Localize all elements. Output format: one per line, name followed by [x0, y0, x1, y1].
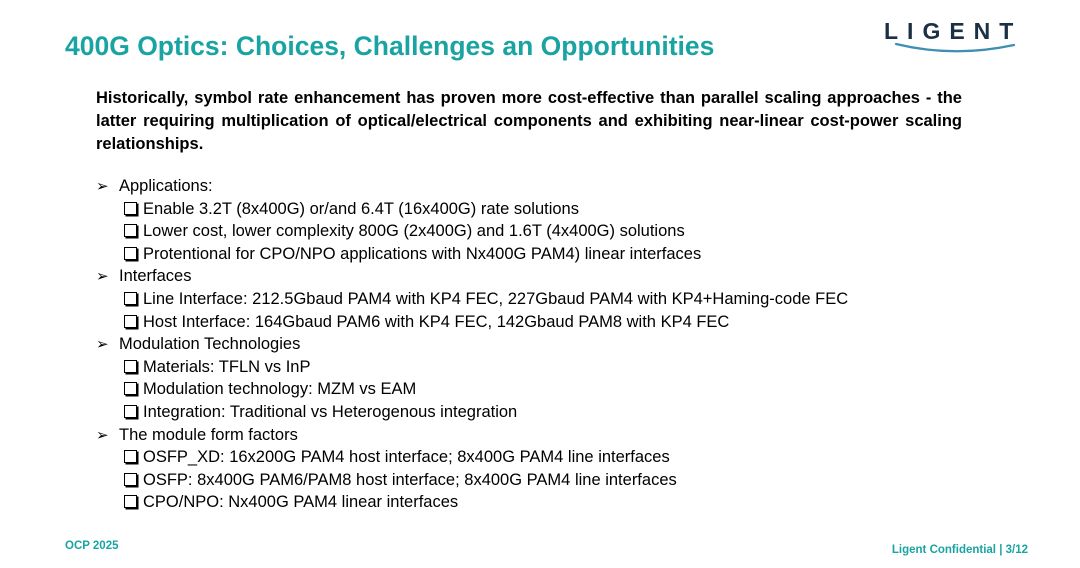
section-modulation-technologies [96, 333, 1036, 423]
arrowhead-bullet-icon: ➢ [96, 268, 109, 286]
section-module-form-factors [96, 424, 1036, 514]
checkbox-bullet-icon [124, 360, 137, 373]
checkbox-bullet-icon [124, 247, 137, 260]
section-applications [96, 175, 1036, 265]
list-item-text: Lower cost, lower complexity 800G (2x400G) and 1.6T (4x400G) solutions [143, 222, 685, 241]
arrowhead-bullet-icon: ➢ [96, 178, 109, 195]
confidential-page-number: Ligent Confidential | 3/12 [891, 544, 1028, 556]
checkbox-bullet-icon [124, 450, 137, 463]
section-heading-text: Interfaces [119, 267, 192, 286]
list-item [96, 491, 1036, 514]
list-item [96, 378, 1036, 401]
list-item-text: OSFP: 8x400G PAM6/PAM8 host interface; 8x400G PAM4 line interfaces [143, 470, 677, 489]
arrowhead-bullet-icon: ➢ [96, 426, 109, 444]
list-item-text: CPO/NPO: Nx400G PAM4 linear interfaces [143, 493, 459, 512]
checkbox-bullet-icon [124, 495, 137, 508]
ligent-logo [884, 18, 1024, 58]
section-heading [96, 333, 1036, 356]
list-item [96, 469, 1036, 492]
checkbox-bullet-icon [124, 292, 137, 305]
list-item-text: Enable 3.2T (8x400G) or/and 6.4T (16x400G) rate solutions [143, 199, 579, 218]
list-item-text: Integration: Traditional vs Heterogenous integration [143, 402, 518, 421]
arrowhead-bullet-icon: ➢ [96, 336, 109, 354]
checkbox-bullet-icon [124, 473, 137, 486]
section-heading [96, 424, 1036, 447]
checkbox-bullet-icon [124, 224, 137, 237]
list-item [96, 446, 1036, 469]
list-item [96, 356, 1036, 379]
checkbox-bullet-icon [124, 382, 137, 395]
section-heading-text: Applications: [119, 177, 213, 195]
checkbox-bullet-icon [124, 315, 137, 328]
bullet-list [96, 175, 1036, 514]
list-item [96, 220, 1036, 243]
section-heading [96, 175, 1036, 198]
list-item-text: OSFP_XD: 16x200G PAM4 host interface; 8x400G PAM4 line interfaces [143, 448, 670, 467]
logo-swoosh-icon [894, 42, 1016, 54]
event-label: OCP 2025 [65, 540, 119, 552]
list-item-text: Host Interface: 164Gbaud PAM6 with KP4 FEC, 142Gbaud PAM8 with KP4 FEC [143, 312, 730, 331]
checkbox-bullet-icon [124, 405, 137, 418]
list-item [96, 401, 1036, 424]
section-heading-text: Modulation Technologies [119, 335, 301, 354]
list-item [96, 198, 1036, 221]
logo-wordmark: LIGENT [884, 18, 1023, 44]
slide-title: 400G Optics: Choices, Challenges an Opportunities [65, 31, 715, 61]
list-item-text: Modulation technology: MZM vs EAM [143, 380, 417, 399]
list-item-text: Protentional for CPO/NPO applications with Nx400G PAM4) linear interfaces [143, 244, 702, 263]
list-item-text: Line Interface: 212.5Gbaud PAM4 with KP4 FEC, 227Gbaud PAM4 with KP4+Haming-code FEC [143, 289, 849, 308]
list-item-text: Materials: TFLN vs InP [143, 357, 311, 376]
list-item [96, 243, 1036, 266]
section-heading [96, 265, 1036, 288]
list-item [96, 288, 1036, 311]
intro-paragraph: Historically, symbol rate enhancement has proven more cost-effective than parallel scaling approaches - the latter requiring multiplication of optical/electrical components and exhibiting near-linear cost-power scaling relationships. [96, 89, 962, 153]
section-interfaces [96, 265, 1036, 333]
section-heading-text: The module form factors [119, 425, 298, 444]
list-item [96, 311, 1036, 334]
checkbox-bullet-icon [124, 202, 137, 215]
